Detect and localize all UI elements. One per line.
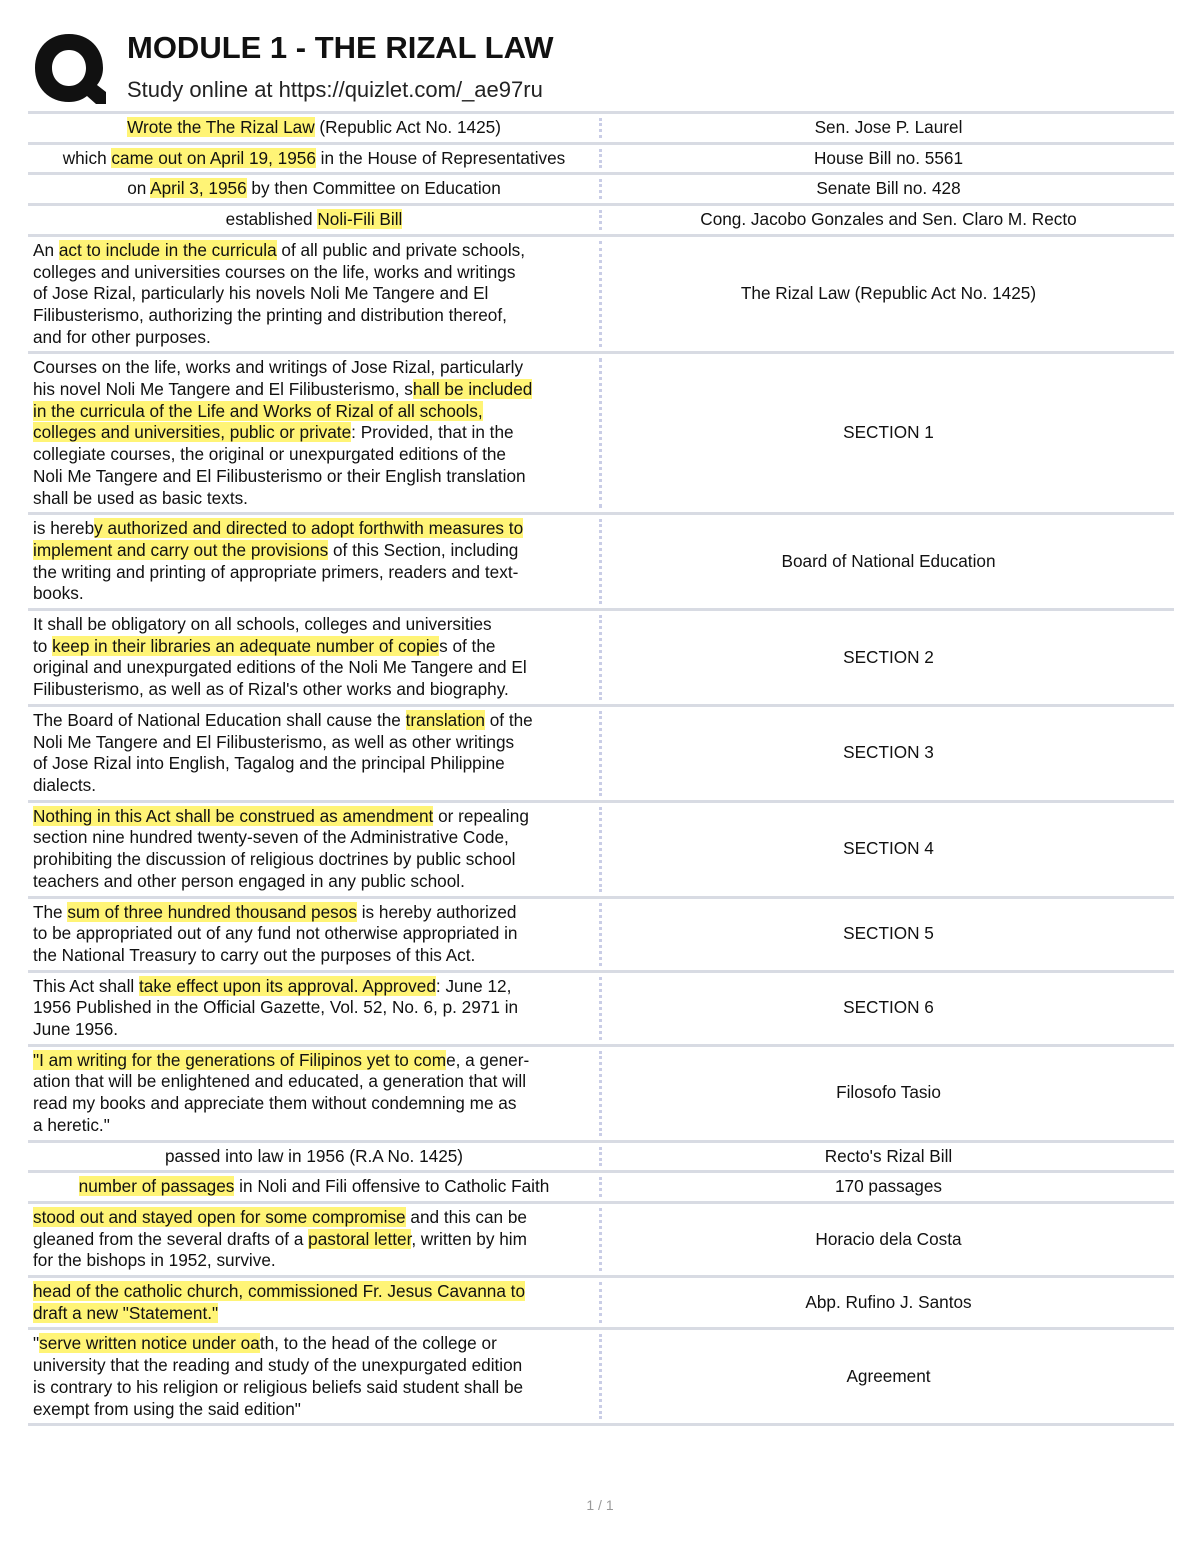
- term-cell: [28, 899, 599, 970]
- term-text: th, to the head of the college or: [259, 1333, 497, 1354]
- term-text: or repealing: [433, 805, 529, 826]
- term-text: shall be used as basic texts.: [33, 487, 248, 508]
- highlighted-text: serve written notice under oa: [39, 1333, 260, 1354]
- term-text: original and unexpurgated editions of the Noli Me Tangere and El: [33, 657, 527, 678]
- term-text: for the bishops in 1952, survive.: [33, 1250, 276, 1271]
- table-row: [28, 973, 1174, 1047]
- term-cell: [28, 237, 599, 352]
- definition-cell: Agreement: [846, 1366, 931, 1386]
- term-cell: [28, 1173, 599, 1201]
- term-text: Filibusterismo, as well as of Rizal's other works and biography.: [33, 679, 509, 700]
- table-row: [28, 1330, 1174, 1426]
- term-cell: [28, 1330, 599, 1423]
- highlighted-text: implement and carry out the provisions: [33, 539, 329, 560]
- definition-cell: Filosofo Tasio: [836, 1082, 941, 1103]
- highlighted-text: y authorized and directed to adopt forthwith measures to: [94, 518, 524, 539]
- term-text: dialects.: [33, 774, 97, 795]
- term-text: An: [33, 239, 59, 260]
- highlighted-text: stood out and stayed open for some compromise: [33, 1206, 406, 1227]
- table-row: [28, 1143, 1174, 1174]
- term-text: collegiate courses, the original or unexpurgated editions of the: [33, 444, 506, 465]
- term-text: is hereby authorized: [356, 901, 517, 922]
- term-text: Noli Me Tangere and El Filibusterismo or their English translation: [33, 465, 526, 486]
- highlighted-text: draft a new "Statement.": [33, 1302, 219, 1323]
- table-row: [28, 899, 1174, 973]
- table-row: [28, 803, 1174, 899]
- term-text: Courses on the life, works and writings of Jose Rizal, particularly: [33, 357, 524, 378]
- term-text: of the: [484, 709, 533, 730]
- term-text: gleaned from the several drafts of a: [33, 1228, 309, 1249]
- highlighted-text: take effect upon its approval. Approved: [139, 975, 436, 996]
- highlighted-text: April 3, 1956: [150, 178, 247, 199]
- table-row: [28, 1047, 1174, 1143]
- highlighted-text: came out on April 19, 1956: [111, 147, 316, 168]
- term-text: passed into law in 1956 (R.A No. 1425): [164, 1145, 464, 1166]
- definition-cell: SECTION 4: [843, 838, 934, 859]
- term-text: ": [33, 1333, 40, 1354]
- term-text: by then Committee on Education: [246, 178, 501, 199]
- term-cell: [28, 707, 599, 800]
- term-text: 1956 Published in the Official Gazette, Vol. 52, No. 6, p. 2971 in: [33, 997, 519, 1018]
- term-cell: [28, 1143, 599, 1171]
- definition-cell: House Bill no. 5561: [813, 147, 964, 168]
- term-text: June 1956.: [33, 1019, 119, 1040]
- definition-cell: The Rizal Law (Republic Act No. 1425): [740, 283, 1037, 304]
- highlighted-text: pastoral letter: [308, 1228, 412, 1249]
- definition-cell: SECTION 2: [843, 646, 934, 667]
- term-cell: [28, 1278, 599, 1327]
- highlighted-text: Nothing in this Act shall be construed as amendment: [33, 805, 434, 826]
- term-text: s of the: [439, 635, 496, 656]
- term-text: section nine hundred twenty-seven of the Administrative Code,: [33, 827, 509, 848]
- highlighted-text: sum of three hundred thousand pesos: [67, 901, 357, 922]
- table-row: [28, 145, 1174, 176]
- term-text: in the House of Representatives: [315, 147, 566, 168]
- term-text: : Provided, that in the: [351, 422, 514, 443]
- highlighted-text: Wrote the The Rizal Law: [127, 117, 315, 137]
- term-text: This Act shall: [33, 975, 140, 996]
- definition-cell: Sen. Jose P. Laurel: [814, 117, 963, 137]
- term-text: which: [62, 147, 112, 168]
- term-text: of Jose Rizal into English, Tagalog and the principal Philippine: [33, 753, 505, 774]
- term-text: of Jose Rizal, particularly his novels Noli Me Tangere and El: [33, 283, 489, 304]
- table-row: [28, 1173, 1174, 1204]
- table-row: [28, 114, 1174, 145]
- term-text: established: [225, 209, 318, 230]
- definition-cell: Senate Bill no. 428: [816, 178, 961, 199]
- term-text: on: [127, 178, 151, 199]
- definition-cell: SECTION 1: [843, 422, 934, 443]
- page-number: 1 / 1: [586, 1497, 614, 1513]
- definition-cell: SECTION 5: [843, 923, 934, 944]
- table-row: [28, 175, 1174, 206]
- term-text: exempt from using the said edition": [33, 1398, 301, 1419]
- term-text: The Board of National Education shall cause the: [33, 709, 406, 730]
- table-row: [28, 515, 1174, 611]
- term-text: books.: [33, 583, 84, 604]
- definition-cell: Board of National Education: [781, 550, 996, 571]
- term-text: of all public and private schools,: [276, 239, 526, 260]
- term-text: university that the reading and study of the unexpurgated edition: [33, 1355, 523, 1376]
- definition-cell: Recto's Rizal Bill: [824, 1145, 953, 1166]
- term-text: ation that will be enlightened and educated, a generation that will: [33, 1071, 527, 1092]
- table-row: [28, 237, 1174, 355]
- definition-cell: SECTION 6: [843, 997, 934, 1018]
- term-text: and for other purposes.: [33, 326, 211, 347]
- term-text: is hereb: [33, 518, 95, 539]
- table-row: [28, 206, 1174, 237]
- term-text: is contrary to his religion or religious beliefs said student shall be: [33, 1376, 524, 1397]
- term-text: , written by him: [411, 1228, 527, 1249]
- term-cell: [28, 611, 599, 704]
- highlighted-text: act to include in the curricula: [58, 239, 277, 260]
- term-text: Noli Me Tangere and El Filibusterismo, as well as other writings: [33, 731, 515, 752]
- study-link-subtitle: Study online at https://quizlet.com/_ae97ru: [127, 77, 543, 102]
- term-text: of this Section, including: [328, 539, 519, 560]
- table-row: [28, 1204, 1174, 1278]
- table-row: [28, 611, 1174, 707]
- term-cell: [28, 175, 599, 203]
- term-text: in Noli and Fili offensive to Catholic Faith: [234, 1176, 550, 1197]
- highlighted-text: in the curricula of the Life and Works of Rizal of all schools,: [33, 400, 483, 421]
- term-cell: [28, 114, 599, 142]
- term-text: : June 12,: [435, 975, 512, 996]
- term-text: The: [33, 901, 68, 922]
- quizlet-logo-icon: [30, 30, 108, 106]
- term-cell: [28, 206, 599, 234]
- highlighted-text: Noli-Fili Bill: [317, 209, 403, 230]
- definition-cell: Horacio dela Costa: [815, 1228, 962, 1249]
- term-cell: [28, 515, 599, 608]
- term-text: the writing and printing of appropriate primers, readers and text-: [33, 561, 519, 582]
- term-text: to be appropriated out of any fund not otherwise appropriated in: [33, 923, 518, 944]
- term-text: colleges and universities courses on the life, works and writings: [33, 261, 516, 282]
- highlighted-text: number of passages: [78, 1176, 235, 1197]
- highlighted-text: hall be included: [412, 379, 533, 400]
- term-text: e, a gener-: [446, 1049, 530, 1070]
- page-title: MODULE 1 - THE RIZAL LAW: [127, 30, 554, 65]
- definition-cell: Cong. Jacobo Gonzales and Sen. Claro M. Recto: [700, 209, 1077, 230]
- term-cell: [28, 1204, 599, 1275]
- term-cell: [28, 803, 599, 896]
- table-row: [28, 1278, 1174, 1330]
- term-cell: [28, 973, 599, 1044]
- definition-cell: SECTION 3: [843, 742, 934, 763]
- term-text: It shall be obligatory on all schools, colleges and universities: [33, 614, 492, 635]
- term-text: read my books and appreciate them without condemning me as: [33, 1093, 517, 1114]
- term-text: prohibiting the discussion of religious doctrines by public school: [33, 849, 516, 870]
- term-text: Filibusterismo, authorizing the printing and distribution thereof,: [33, 304, 507, 325]
- highlighted-text: translation: [405, 709, 485, 730]
- table-row: [28, 707, 1174, 803]
- highlighted-text: colleges and universities, public or private: [33, 422, 352, 443]
- highlighted-text: head of the catholic church, commissioned Fr. Jesus Cavanna to: [33, 1281, 526, 1302]
- term-cell: [28, 354, 599, 512]
- highlighted-text: "I am writing for the generations of Filipinos yet to com: [33, 1049, 447, 1070]
- highlighted-text: keep in their libraries an adequate number of copie: [52, 635, 440, 656]
- term-text: his novel Noli Me Tangere and El Filibusterismo, s: [33, 379, 413, 400]
- term-text: and this can be: [405, 1206, 527, 1227]
- term-text: the National Treasury to carry out the purposes of this Act.: [33, 944, 476, 965]
- definition-cell: Abp. Rufino J. Santos: [805, 1291, 972, 1312]
- term-cell: [28, 145, 599, 173]
- definition-cell: 170 passages: [834, 1176, 943, 1197]
- table-row: [28, 354, 1174, 515]
- term-text: teachers and other person engaged in any public school.: [33, 870, 465, 891]
- term-text: (Republic Act No. 1425): [314, 117, 501, 137]
- term-cell: [28, 1047, 599, 1140]
- term-text: to: [33, 635, 53, 656]
- term-text: a heretic.": [33, 1114, 110, 1135]
- flashcard-table: [28, 111, 1174, 1426]
